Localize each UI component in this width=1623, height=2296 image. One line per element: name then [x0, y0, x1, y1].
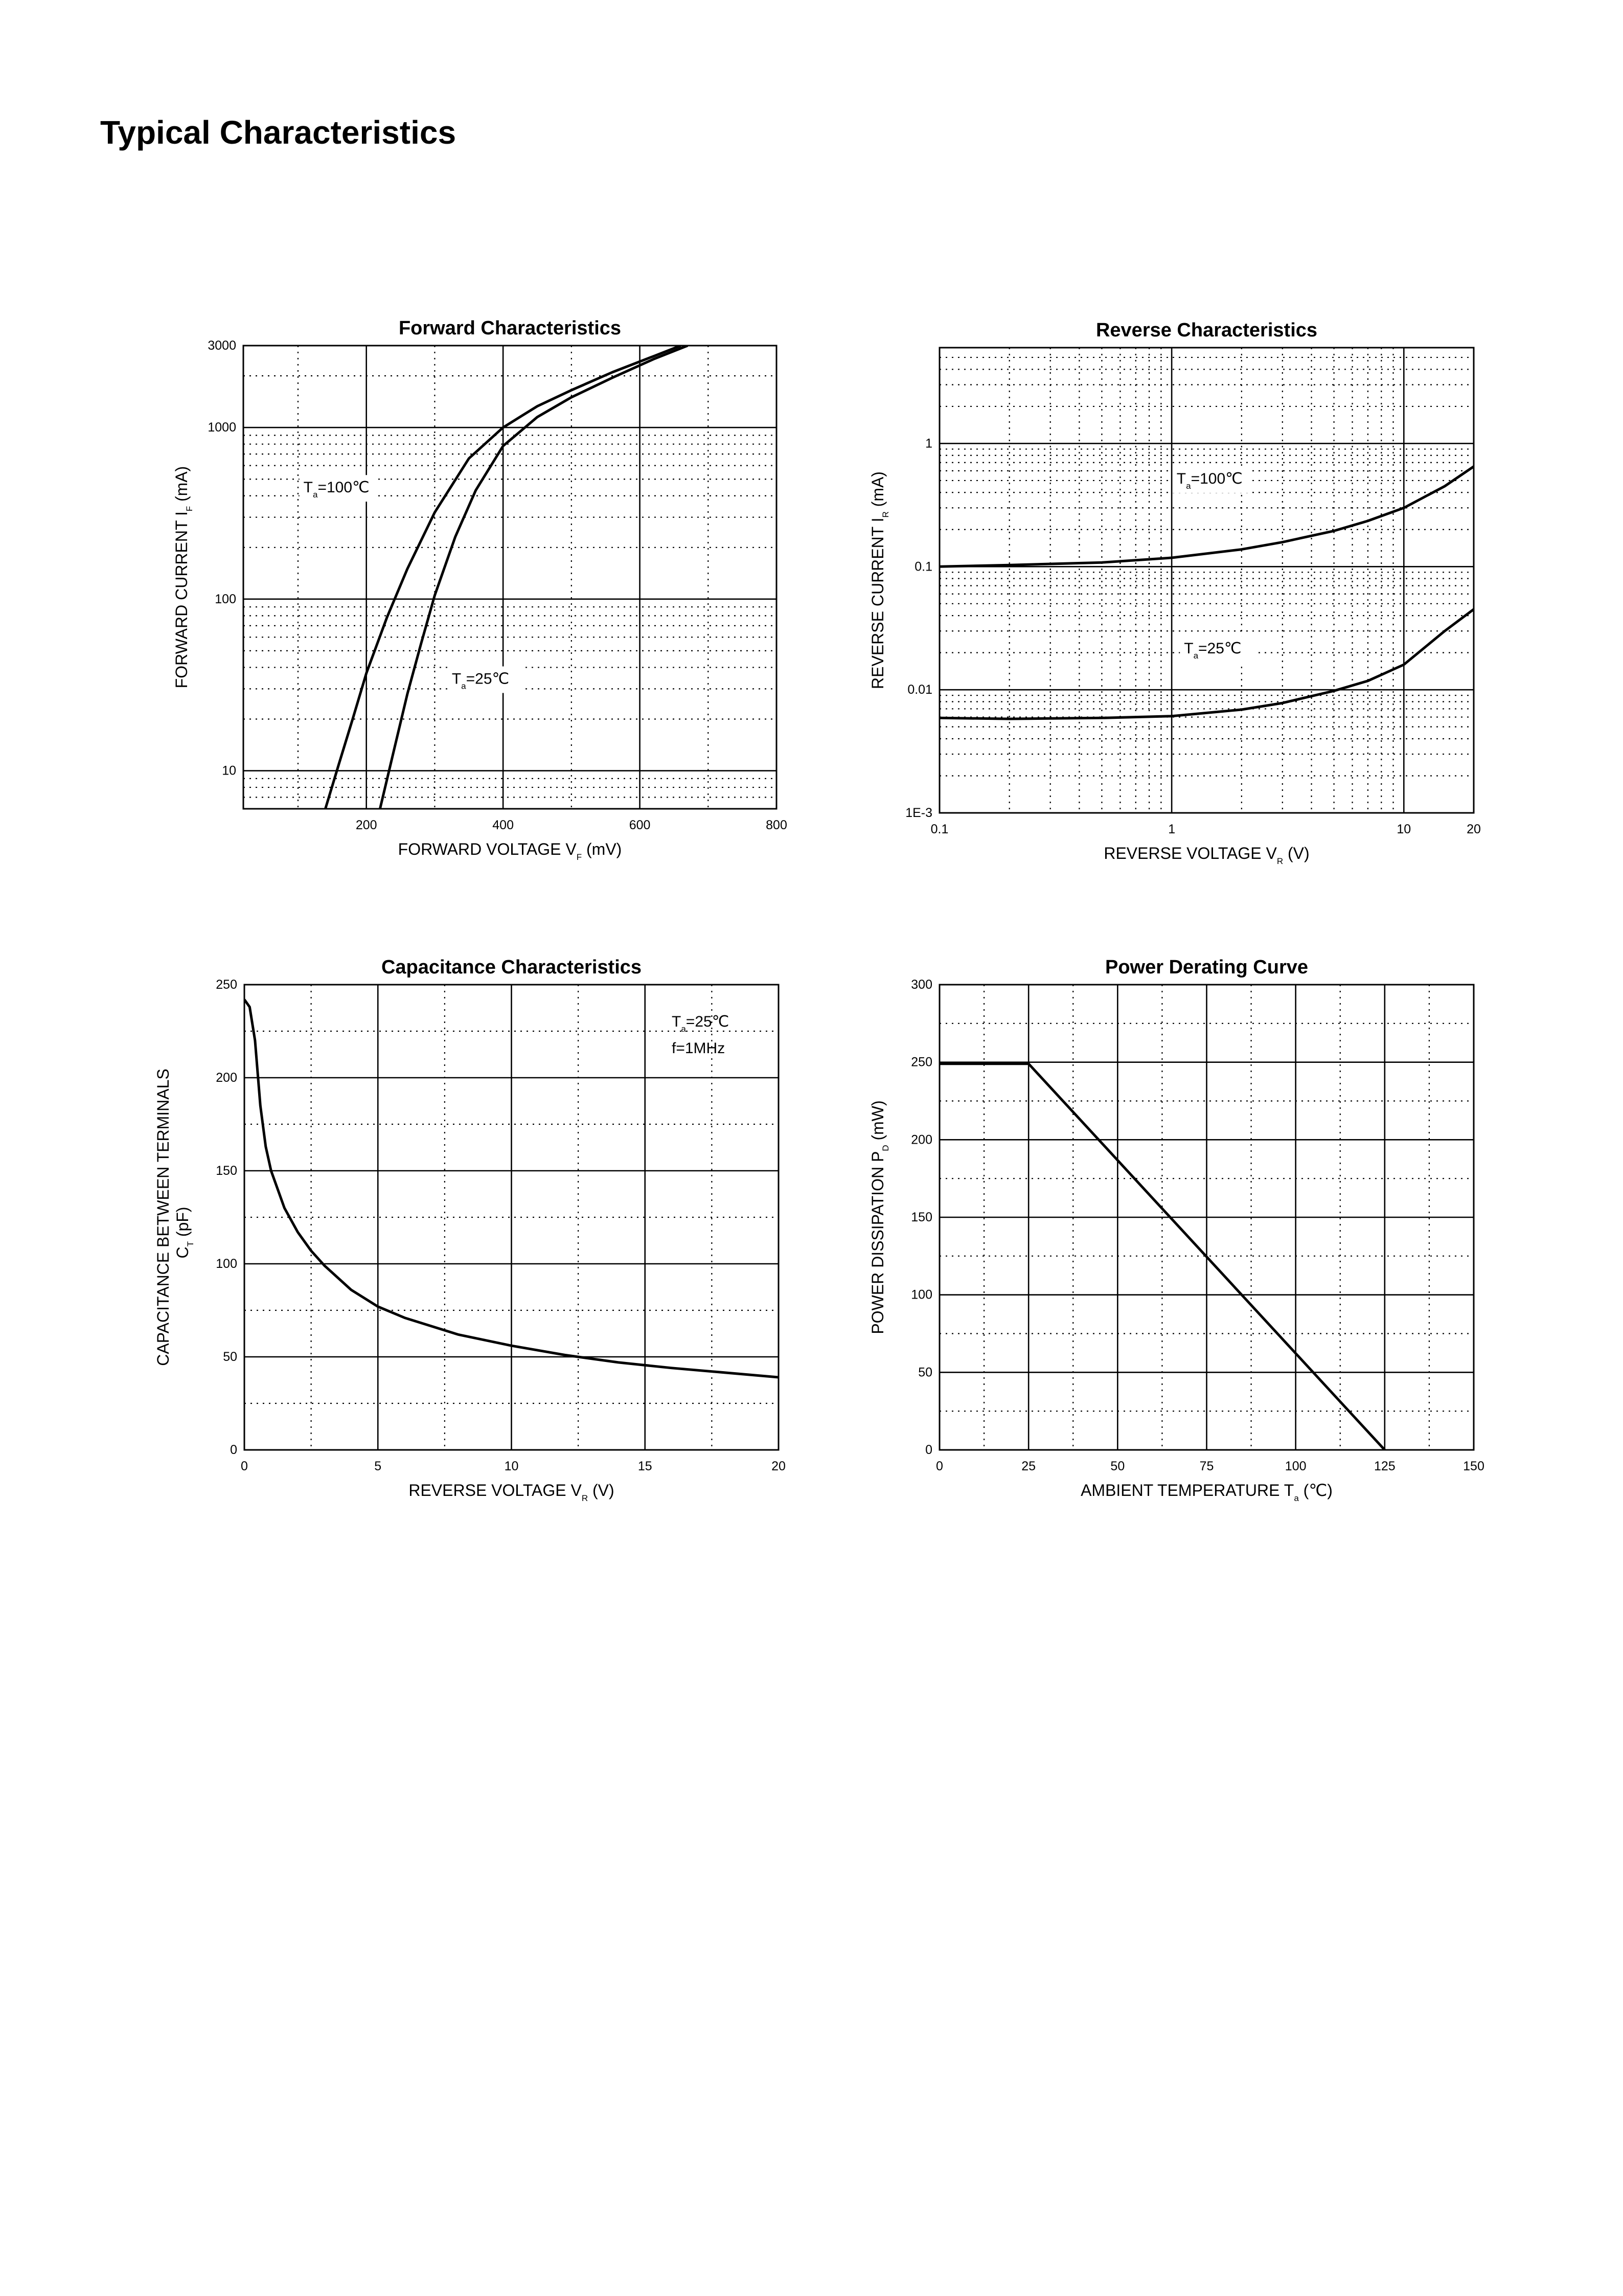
chart-title: Forward Characteristics	[398, 317, 622, 339]
y-axis-label: FORWARD CURRENT $I_F$ (mA)	[172, 466, 194, 689]
x-tick-label: 400	[492, 818, 514, 832]
plot-frame	[940, 348, 1474, 813]
x-axis-label: AMBIENT TEMPERATURE $T_a$ (℃)	[1081, 1481, 1333, 1503]
y-tick-label: 0.01	[907, 683, 932, 697]
series-label: $T_a=100℃$	[1176, 470, 1243, 491]
y-tick-label: 1	[925, 436, 932, 451]
x-axis-label: REVERSE VOLTAGE $V_R$ (V)	[408, 1481, 614, 1503]
condition-annotation: $T_a=25℃$	[672, 1013, 729, 1034]
x-tick-label: 25	[1021, 1459, 1036, 1473]
plot-frame	[243, 346, 776, 809]
y-tick-label: 150	[216, 1164, 237, 1178]
y-tick-label: 300	[911, 977, 932, 992]
grid	[940, 985, 1474, 1450]
y-tick-label: 0.1	[915, 559, 932, 574]
x-tick-label: 0	[241, 1459, 248, 1473]
chart-title: Power Derating Curve	[1105, 957, 1308, 978]
y-tick-label: 50	[223, 1350, 237, 1364]
y-axis-label: REVERSE CURRENT $I_R$ (mA)	[868, 471, 890, 689]
x-tick-label: 75	[1199, 1459, 1214, 1473]
x-tick-label: 600	[629, 818, 651, 832]
x-tick-label: 800	[766, 818, 787, 832]
y-tick-label: 3000	[208, 338, 236, 353]
frequency-annotation: f=1MHz	[672, 1040, 725, 1057]
y-axis-label: CAPACITANCE BETWEEN $TERMINALSC_T$ (pF)	[154, 1069, 195, 1366]
x-tick-label: 20	[771, 1459, 786, 1473]
capacitance-characteristics-chart	[153, 936, 818, 1508]
chart-title: Capacitance Characteristics	[381, 957, 642, 978]
x-tick-label: 150	[1463, 1459, 1484, 1473]
chart-title: Reverse Characteristics	[1095, 320, 1318, 341]
x-tick-label: 15	[637, 1459, 652, 1473]
grid	[940, 348, 1474, 813]
grid	[243, 346, 776, 809]
x-tick-label: 20	[1467, 822, 1481, 836]
x-axis-label: FORWARD VOLTAGE $V_F$ (mV)	[398, 840, 622, 862]
y-tick-label: 100	[215, 592, 236, 606]
series-line	[940, 1064, 1385, 1450]
x-tick-label: 100	[1285, 1459, 1307, 1473]
power-derating-curve-chart	[849, 936, 1513, 1508]
reverse-characteristics-chart	[849, 307, 1513, 879]
series-line-ta-25c	[940, 609, 1474, 719]
y-tick-label: 150	[911, 1210, 932, 1224]
y-tick-label: 100	[911, 1287, 932, 1302]
x-tick-label: 50	[1110, 1459, 1125, 1473]
x-axis-label: REVERSE VOLTAGE $V_R$ (V)	[1104, 844, 1310, 866]
y-tick-label: 50	[918, 1365, 932, 1380]
x-tick-label: 200	[355, 818, 377, 832]
series-label: $T_a=100℃$	[303, 479, 370, 500]
y-tick-label: 0	[925, 1443, 932, 1457]
series-label: $T_a=25℃$	[1184, 640, 1242, 661]
y-tick-label: 10	[222, 763, 236, 778]
x-tick-label: 10	[504, 1459, 519, 1473]
y-axis-label: POWER DISSIPATION $P_D$ (mW)	[868, 1100, 890, 1334]
x-tick-label: 5	[374, 1459, 382, 1473]
x-tick-label: 0	[936, 1459, 943, 1473]
x-tick-label: 1	[1168, 822, 1176, 836]
forward-characteristics-chart	[153, 307, 818, 879]
page-title: Typical Characteristics	[100, 114, 456, 151]
y-tick-label: 1000	[208, 420, 236, 435]
y-tick-label: 100	[216, 1257, 237, 1271]
y-tick-label: 250	[216, 977, 237, 992]
x-tick-label: 0.1	[930, 822, 949, 836]
y-tick-label: 200	[911, 1132, 932, 1147]
y-tick-label: 200	[216, 1071, 237, 1085]
y-tick-label: 1E-3	[905, 806, 932, 820]
x-tick-label: 125	[1374, 1459, 1396, 1473]
x-tick-label: 10	[1397, 822, 1411, 836]
y-tick-label: 0	[230, 1443, 237, 1457]
series-line-ta-25c	[380, 346, 688, 809]
series-label: $T_a=25℃$	[451, 670, 510, 691]
y-tick-label: 250	[911, 1055, 932, 1070]
